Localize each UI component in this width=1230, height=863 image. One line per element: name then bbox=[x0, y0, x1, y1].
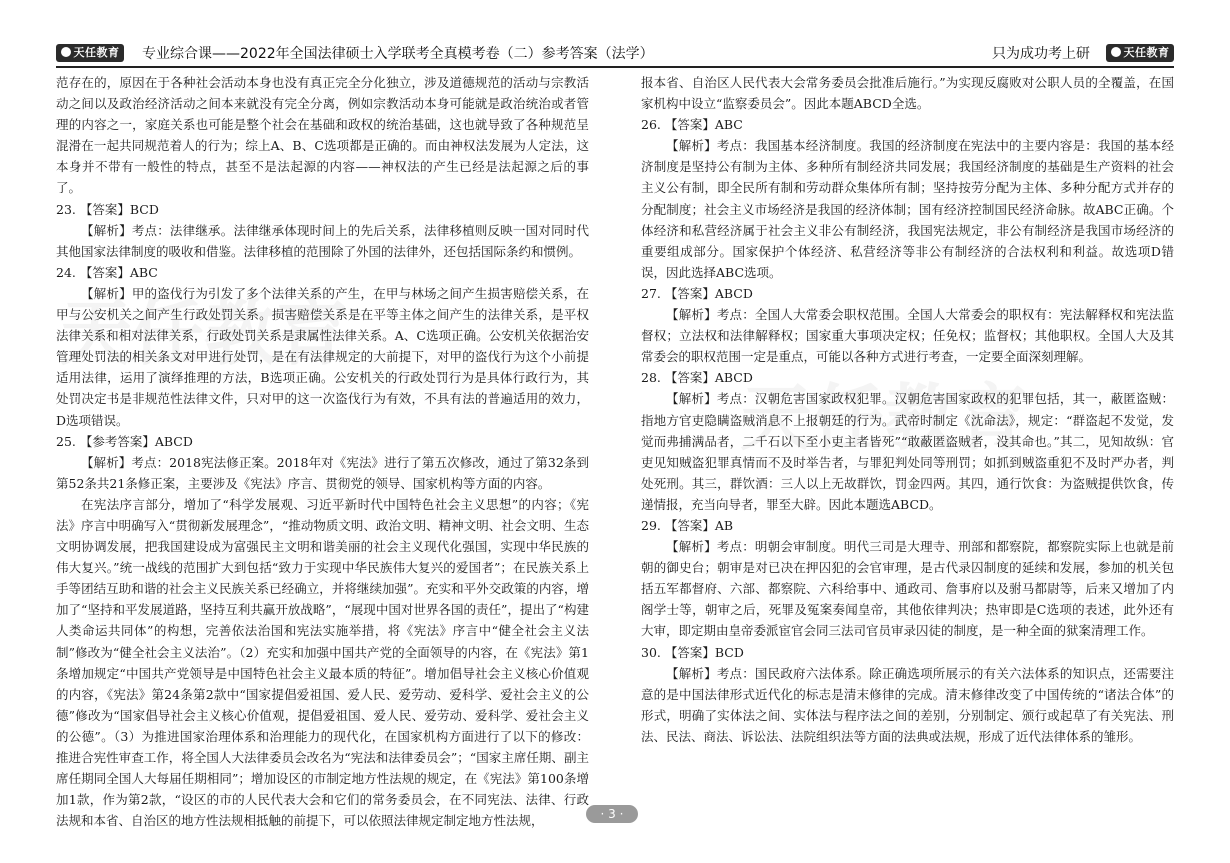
answer-line: 23. 【答案】BCD bbox=[56, 201, 159, 217]
analysis-paragraph: 在宪法序言部分，增加了“科学发展观、习近平新时代中国特色社会主义思想”的内容；《宪法》序言中明确写入“贯彻新发展理念”，“推动物质文明、政治文明、精神文明、社会文明、生态文明协调发展，把我国建设成为富强民主文明和谐美丽的社会主义现代化强国，实现中华民族的伟大复兴。”统一战线的范围扩大到包括“致力于实现中华民族伟大复兴的爱国者”；在民族关系上手等团结互助和谐的社会主义民族关系已经确立，并将继续加强”。充实和平外交政策的内容，增加了“坚持和平发展道路，坚持互利共赢开放战略”，“展现中国对世界各国的责任”，提出了“构建人类命运共同体”的构想，完善依法治国和宪法实施举措，将《宪法》序言中“健全社会主义法制”修改为“健全社会主义法治”。（2）充实和加强中国共产党的全面领导的内容，在《宪法》第1条增加规定“中国共产党领导是中国特色社会主义最本质的特征”。增加倡导社会主义核心价值观的内容，《宪法》第24条第2款中“国家提倡爱祖国、爱人民、爱劳动、爱科学、爱社会主义的公德”修改为“国家倡导社会主义核心价值观，提倡爱祖国、爱人民、爱劳动、爱科学、爱社会主义的公德”。（3）为推进国家治理体系和治理能力的现代化，在国家机构方面进行了以下的修改：推进合宪性审查工作，将全国人大法律委员会改名为“宪法和法律委员会”；“国家主席任期、副主席任期同全国人大每届任期相同”；增加设区的市制定地方性法规的规定，在《宪法》第100条增加1款，作为第2款，“设区的市的人民代表大会和它们的常务委员会，在不同宪法、法律、行政法规和本省、自治区的地方性法规相抵触的前提下，可以依照法律规定制定地方性法规， bbox=[56, 496, 589, 829]
right-column bbox=[641, 72, 1174, 747]
brand-logo bbox=[56, 44, 124, 62]
answer-line: 24. 【答案】ABC bbox=[56, 264, 158, 280]
analysis-paragraph: 【解析】甲的盗伐行为引发了多个法律关系的产生，在甲与林场之间产生损害赔偿关系，在甲与公安机关之间产生行政处罚关系。损害赔偿关系是在平等主体之间产生的法律关系，是平权法律关系和相对法律关系，行政处罚关系是隶属性法律关系。A、C选项正确。公安机关依据治安管理处罚法的相关条文对甲进行处罚，是在有法律规定的大前提下，对甲的盗伐行为这个小前提适用法律，运用了演绎推理的方法，B选项正确。公安机关的行政处罚行为是具体行政行为，其处罚决定书是非规范性法律文件，只对甲的这一次盗伐行为有效，不具有法的普遍适用的效力，D选项错误。 bbox=[56, 285, 589, 428]
page-header bbox=[56, 44, 1174, 68]
answer-line: 26. 【答案】ABC bbox=[641, 117, 743, 133]
answer-line: 25. 【参考答案】ABCD bbox=[56, 433, 193, 449]
paragraph: 范存在的，原因在于各种社会活动本身也没有真正完全分化独立，涉及道德规范的活动与宗教活动之间以及政治经济活动之间本来就没有完全分离，例如宗教活动本身可能就是政治统治或者管理的内容之一，家庭关系也可能是整个社会在基础和政权的统治基础，这也就导致了各种规范呈混滑在一起共同规范着人的行为；综上A、B、C选项都是正确的。而由神权法发展为人定法，这本身并不带有一般性的特点，甚至不是法起源的内容——神权法的产生已经是法起源之后的事了。 bbox=[56, 75, 589, 196]
paragraph: 报本省、自治区人民代表大会常务委员会批准后施行。”为实现反腐败对公职人员的全覆盖，在国家机构中设立“监察委员会”。因此本题ABCD全选。 bbox=[641, 75, 1174, 112]
document-title: 专业综合课——2022年全国法律硕士入学联考全真模考卷（二）参考答案（法学） bbox=[142, 46, 654, 62]
brand-logo-right bbox=[1106, 44, 1174, 62]
page-number: · 3 · bbox=[586, 805, 638, 823]
answer-line: 27. 【答案】ABCD bbox=[641, 285, 753, 301]
analysis-paragraph: 【解析】考点：全国人大常委会职权范围。全国人大常委会的职权有：宪法解释权和宪法监督权；立法权和法律解释权；国家重大事项决定权；任免权；监督权；其他职权。全国人大及其常委会的职权范围一定是重点，可能以各种方式进行考查，一定要全面深刻理解。 bbox=[641, 307, 1174, 365]
answer-line: 29. 【答案】AB bbox=[641, 517, 734, 533]
left-column bbox=[56, 72, 589, 831]
header-slogan: 只为成功考上研 bbox=[992, 46, 1090, 62]
analysis-paragraph: 【解析】考点：明朝会审制度。明代三司是大理寺、刑部和都察院，都察院实际上也就是前朝的御史台；朝审是对已决在押囚犯的会官审理，是古代录囚制度的延续和发展，参加的机关包括五军都督府、六部、都察院、六科给事中、通政司、詹事府以及驸马都尉等，后来又增加了内阁学士等，朝审之后，死罪及冤案奏闻皇帝，其他依律判决；热审即是C选项的表述，此外还有大审，即定期由皇帝委派宦官会同三法司官员审录囚徒的制度，是一种全面的狱案清理工作。 bbox=[641, 539, 1174, 639]
analysis-paragraph: 【解析】考点：汉朝危害国家政权犯罪。汉朝危害国家政权的犯罪包括，其一，蔽匿盗贼：指地方官吏隐瞒盗贼消息不上报朝廷的行为。武帝时制定《沈命法》，规定：“群盗起不发觉，发觉而弗捕满品者，二千石以下至小吏主者皆死”“敢蔽匿盗贼者，没其命也。”其二，见知故纵：官吏见知贼盗犯罪真情而不及时举告者，与罪犯判处同等刑罚；如抓到贼盗重犯不及时严办者，判处死刑。其三，群饮酒：三人以上无故群饮，罚金四两。其四，通行饮食：为盗贼提供饮食，传递情报，充当向导者，罪至大辟。因此本题选ABCD。 bbox=[641, 391, 1174, 512]
analysis-paragraph: 【解析】考点：我国基本经济制度。我国的经济制度在宪法中的主要内容是：我国的基本经济制度是坚持公有制为主体、多种所有制经济共同发展；我国经济制度的基础是生产资料的社会主义公有制，即全民所有制和劳动群众集体所有制；坚持按劳分配为主体、多种分配方式并存的分配制度；社会主义市场经济是我国的经济体制；国有经济控制国民经济命脉。故ABC正确。个体经济和私营经济属于社会主义非公有制经济，我国宪法规定，非公有制经济是我国市场经济的重要组成部分。国家保护个体经济、私营经济等非公有制经济的合法权利和利益。故选项D错误，因此选择ABC选项。 bbox=[641, 138, 1174, 280]
analysis-paragraph: 【解析】考点：国民政府六法体系。除正确选项所展示的有关六法体系的知识点，还需要注意的是中国法律形式近代化的标志是清末修律的完成。清末修律改变了中国传统的“诸法合体”的形式，明确了实体法之间、实体法与程序法之间的差别，分别制定、颁行或起草了有关宪法、刑法、民法、商法、诉讼法、法院组织法等方面的法典或法规，形成了近代法律体系的雏形。 bbox=[641, 665, 1174, 744]
logo-text-right: 天任教育 bbox=[1123, 46, 1170, 59]
answer-line: 30. 【答案】BCD bbox=[641, 644, 744, 660]
answer-line: 28. 【答案】ABCD bbox=[641, 370, 753, 386]
logo-mark-icon bbox=[1111, 47, 1121, 57]
analysis-paragraph: 【解析】考点：法律继承。法律继承体现时间上的先后关系，法律移植则反映一国对同时代其他国家法律制度的吸收和借鉴。法律移植的范围除了外国的法律外，还包括国际条约和惯例。 bbox=[56, 222, 589, 259]
analysis-paragraph: 【解析】考点：2018宪法修正案。2018年对《宪法》进行了第五次修改，通过了第32条到第52条共21条修正案，主要涉及《宪法》序言、贯彻党的领导、国家机构等方面的内容。 bbox=[56, 454, 589, 491]
logo-mark-icon bbox=[61, 47, 71, 57]
logo-text: 天任教育 bbox=[73, 46, 120, 59]
